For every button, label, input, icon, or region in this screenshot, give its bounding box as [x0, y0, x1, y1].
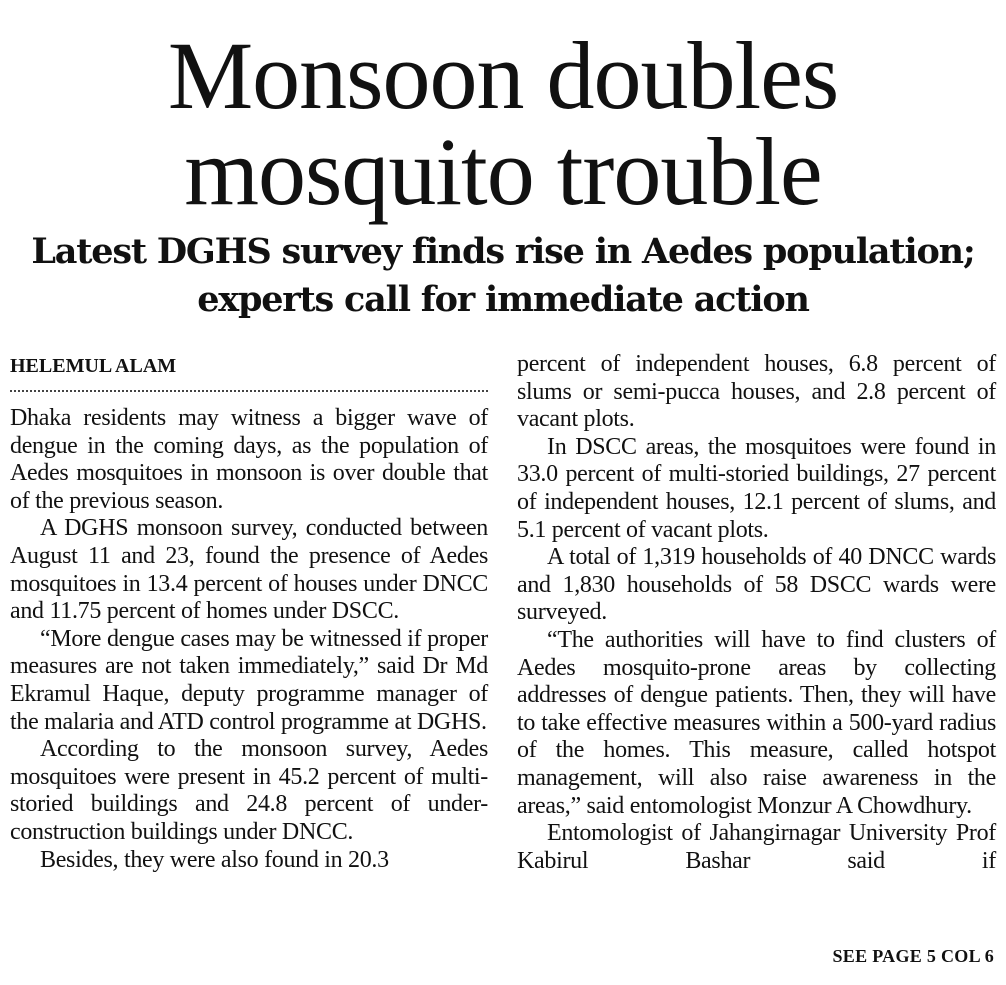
byline: HELEMUL ALAM: [10, 355, 177, 377]
paragraph: A DGHS monsoon survey, conducted between August 11 and 23, found the presence of Aedes mosquitoes in 13.4 percent of houses under DNCC and 11.75 percent of homes under DSCC.: [10, 515, 488, 625]
continued-jump-line: SEE PAGE 5 COL 6: [832, 946, 994, 966]
paragraph: Dhaka residents may witness a bigger wave of dengue in the coming days, as the population of Aedes mosquitoes in monsoon is over double that of the previous season.: [10, 405, 488, 514]
article-column-left: [10, 405, 488, 874]
paragraph: Besides, they were also found in 20.3: [40, 846, 389, 873]
article-column-right: [517, 351, 996, 875]
paragraph: Entomologist of Jahangirnagar University Prof Kabirul Bashar said if: [517, 820, 996, 874]
paragraph: “More dengue cases may be witnessed if proper measures are not taken immediately,” said Dr Md Ekramul Haque, deputy programme manager of the malaria and ATD control programme at DGHS.: [10, 625, 488, 735]
paragraph: According to the monsoon survey, Aedes mosquitoes were present in 45.2 percent of multi-storied buildings and 24.8 percent of under-construction buildings under DNCC.: [10, 736, 488, 845]
headline: [0, 22, 1006, 225]
byline-divider: [10, 390, 488, 392]
subheadline-line-2: experts call for immediate action: [197, 279, 809, 320]
paragraph: In DSCC areas, the mosquitoes were found in 33.0 percent of multi-storied buildings, 27 percent of independent houses, 12.1 percent of slums, and 5.1 percent of vacant plots.: [517, 433, 996, 543]
paragraph: percent of independent houses, 6.8 percent of slums or semi-pucca houses, and 2.8 percent of vacant plots.: [517, 351, 996, 433]
paragraph: “The authorities will have to find clusters of Aedes mosquito-prone areas by collecting addresses of dengue patients. Then, they will have to take effective measures within a 500-yard radius of the homes. This measure, called hotspot management, will also raise awareness in the areas,” said entomologist Monzur A Chowdhury.: [517, 626, 996, 819]
subheadline-line-1: Latest DGHS survey finds rise in Aedes population;: [31, 231, 975, 272]
headline-line-1: Monsoon doubles: [167, 22, 839, 129]
paragraph: A total of 1,319 households of 40 DNCC wards and 1,830 households of 58 DSCC wards were surveyed.: [517, 544, 996, 626]
headline-line-2: mosquito trouble: [184, 118, 822, 225]
subheadline: [0, 228, 1006, 324]
